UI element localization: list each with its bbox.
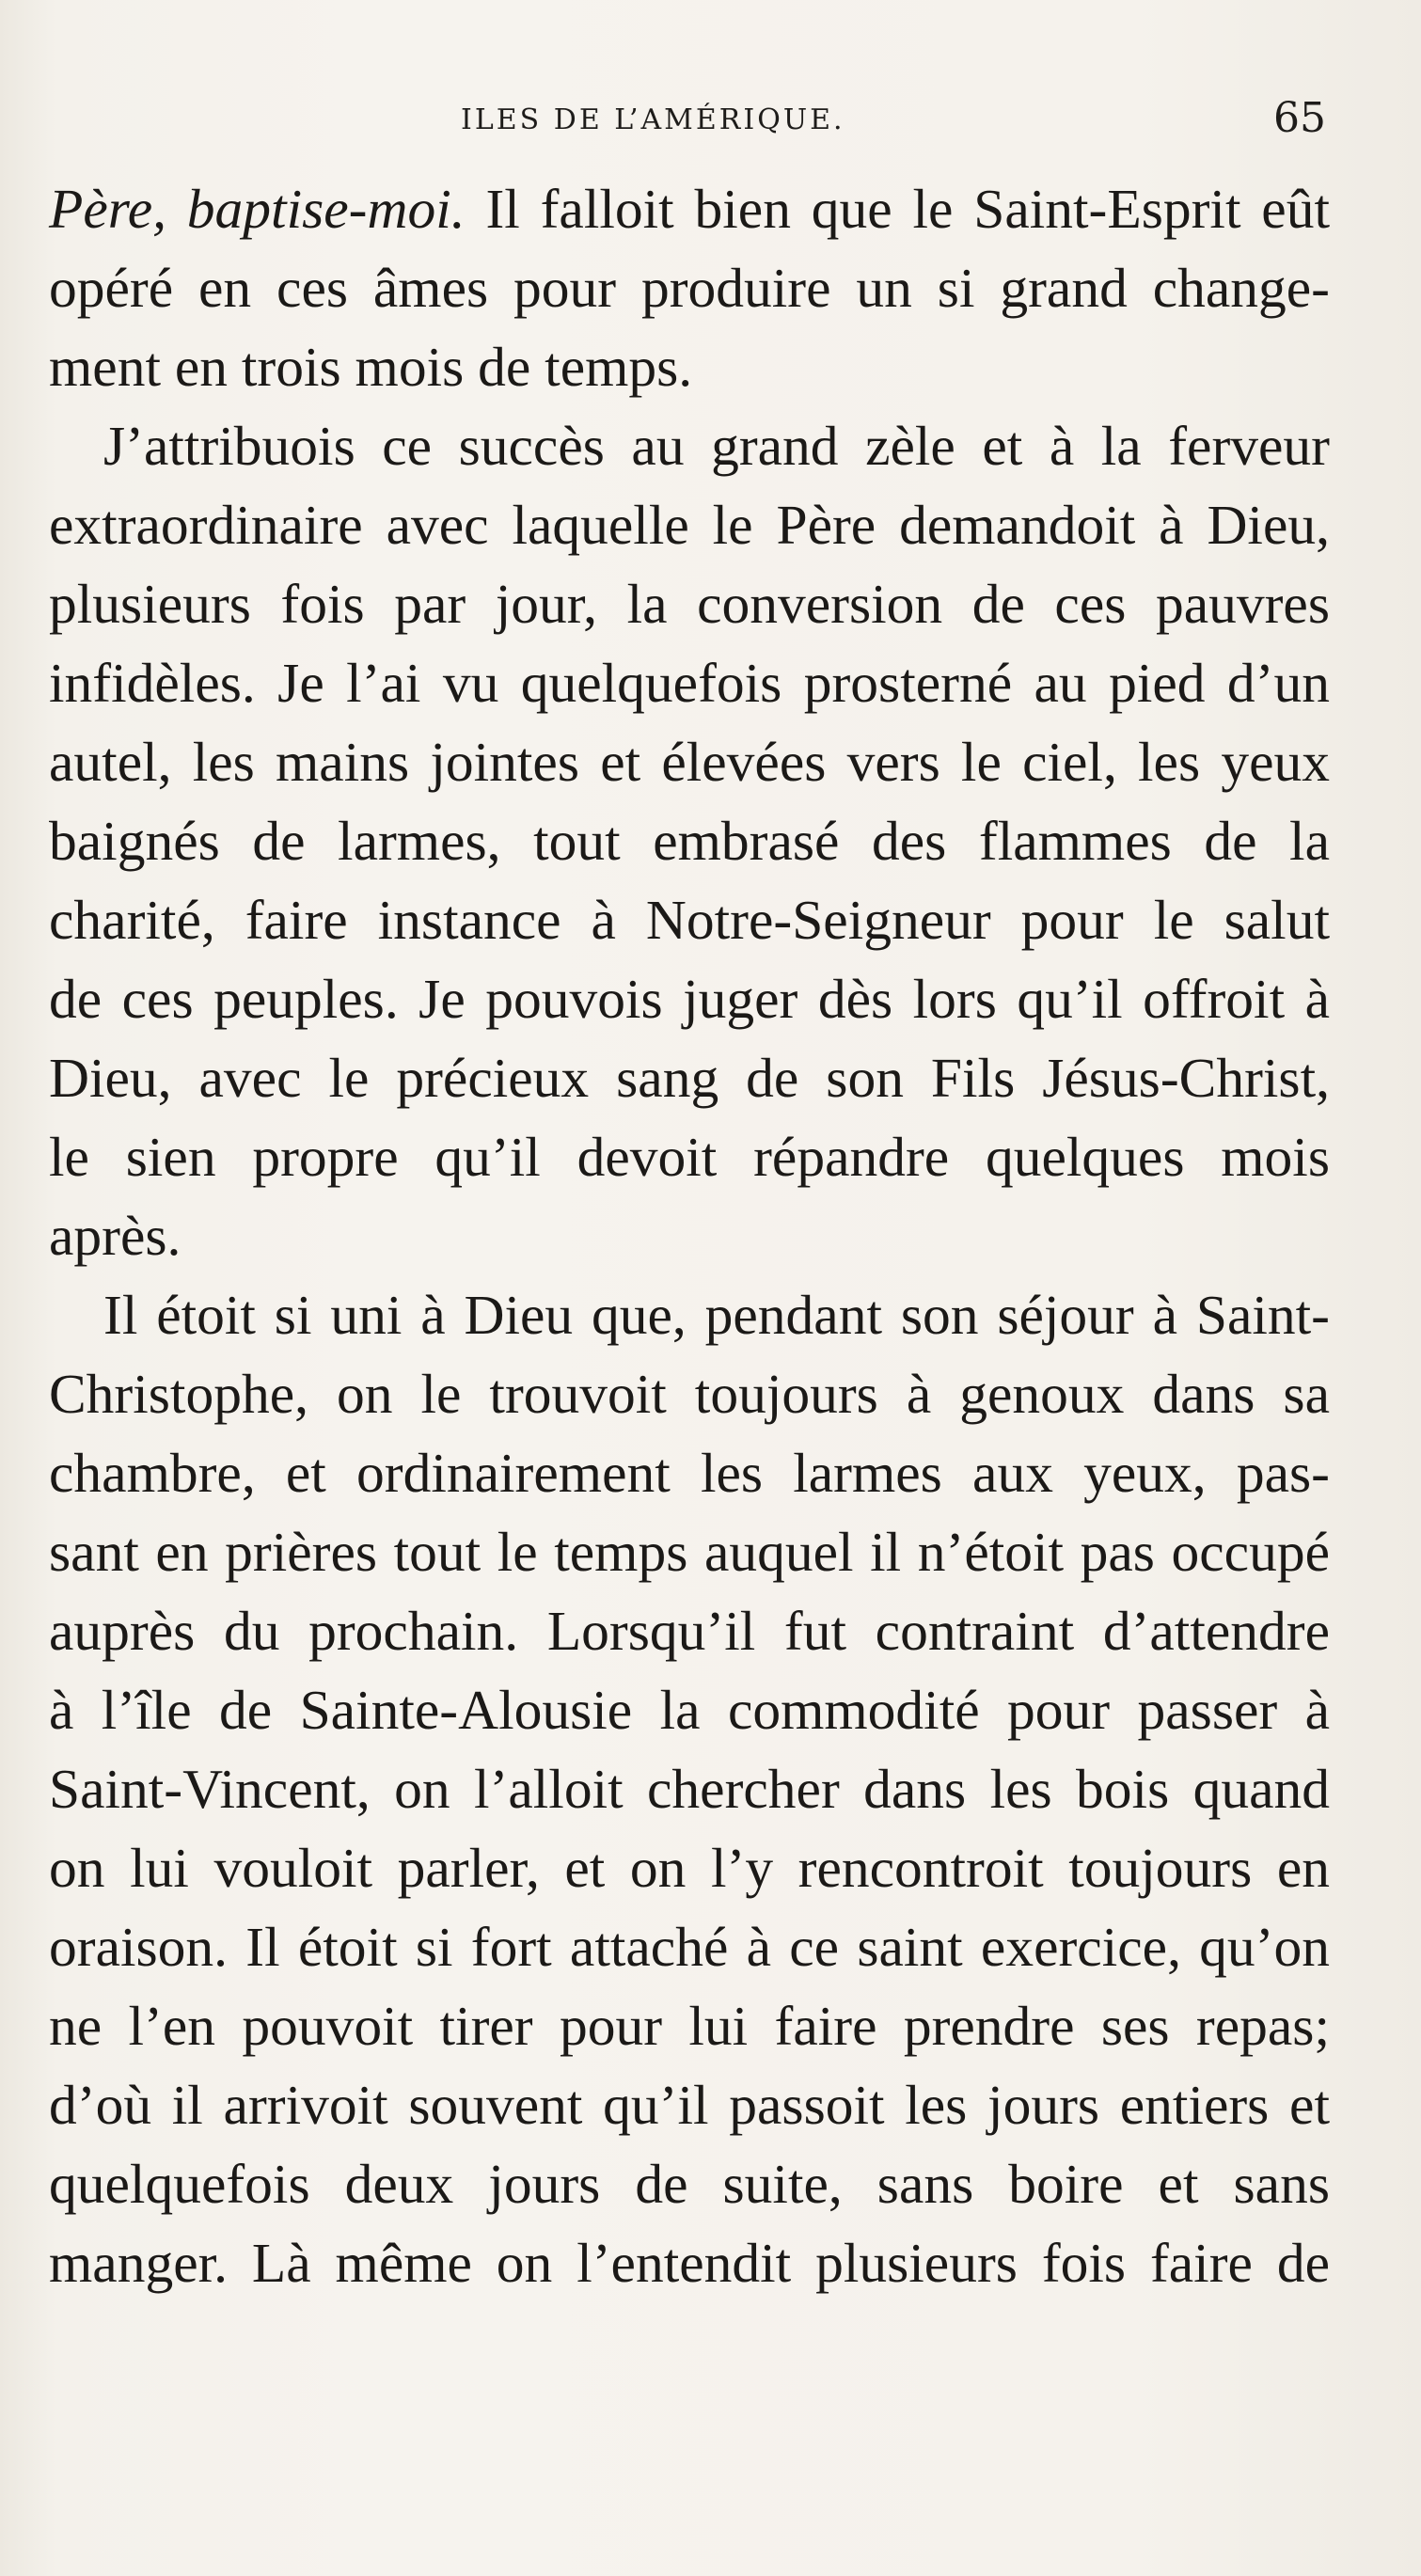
text-line: baignés de larmes, tout embrasé des flammes de la — [49, 810, 1330, 872]
paragraph-start-line: Il étoit si uni à Dieu que, pendant son séjour à Saint- — [103, 1284, 1330, 1346]
page-number: 65 — [1273, 94, 1326, 142]
text-line: Père, baptise-moi. Il falloit bien que le Saint-Esprit eût — [49, 178, 1330, 240]
text-line: de ces peuples. Je pouvois juger dès lors qu’il offroit à — [49, 968, 1330, 1030]
text-line: on lui vouloit parler, et on l’y rencontroit toujours en — [49, 1837, 1330, 1899]
text-line: plusieurs fois par jour, la conversion de ces pauvres — [49, 573, 1330, 635]
text-line: quelquefois deux jours de suite, sans boire et sans — [49, 2153, 1330, 2215]
text-line: après. — [49, 1205, 182, 1267]
text-line: charité, faire instance à Notre-Seigneur pour le salut — [49, 889, 1330, 951]
text-line: infidèles. Je l’ai vu quelquefois prosterné au pied d’un — [49, 652, 1330, 714]
text-line: auprès du prochain. Lorsqu’il fut contraint d’attendre — [49, 1600, 1330, 1662]
page-header — [47, 94, 1326, 150]
text-line: sant en prières tout le temps auquel il n’étoit pas occupé — [49, 1521, 1330, 1583]
text-line: autel, les mains jointes et élevées vers le ciel, les yeux — [49, 731, 1330, 793]
text-line: le sien propre qu’il devoit répandre quelques mois — [49, 1126, 1330, 1188]
text-line: opéré en ces âmes pour produire un si grand change- — [49, 257, 1330, 319]
paragraph-start-line: J’attribuois ce succès au grand zèle et à la ferveur — [103, 415, 1330, 477]
text-line: à l’île de Sainte-Alousie la commodité pour passer à — [49, 1679, 1330, 1741]
text-line: d’où il arrivoit souvent qu’il passoit les jours entiers et — [49, 2074, 1330, 2136]
text-line: Christophe, on le trouvoit toujours à genoux dans sa — [49, 1363, 1330, 1425]
text-line: ne l’en pouvoit tirer pour lui faire prendre ses repas; — [49, 1995, 1330, 2057]
text-line: extraordinaire avec laquelle le Père demandoit à Dieu, — [49, 494, 1330, 556]
text-line: Saint-Vincent, on l’alloit chercher dans les bois quand — [49, 1758, 1330, 1820]
running-head: ILES DE L’AMÉRIQUE. — [461, 103, 845, 136]
text-line: oraison. Il étoit si fort attaché à ce saint exercice, qu’on — [49, 1916, 1330, 1978]
body-text — [49, 169, 1330, 2302]
text-line: chambre, et ordinairement les larmes aux yeux, pas- — [49, 1442, 1330, 1504]
text-line: ment en trois mois de temps. — [49, 336, 693, 398]
text-line: Dieu, avec le précieux sang de son Fils Jésus-Christ, — [49, 1047, 1330, 1109]
text-line: manger. Là même on l’entendit plusieurs fois faire de — [49, 2232, 1330, 2294]
